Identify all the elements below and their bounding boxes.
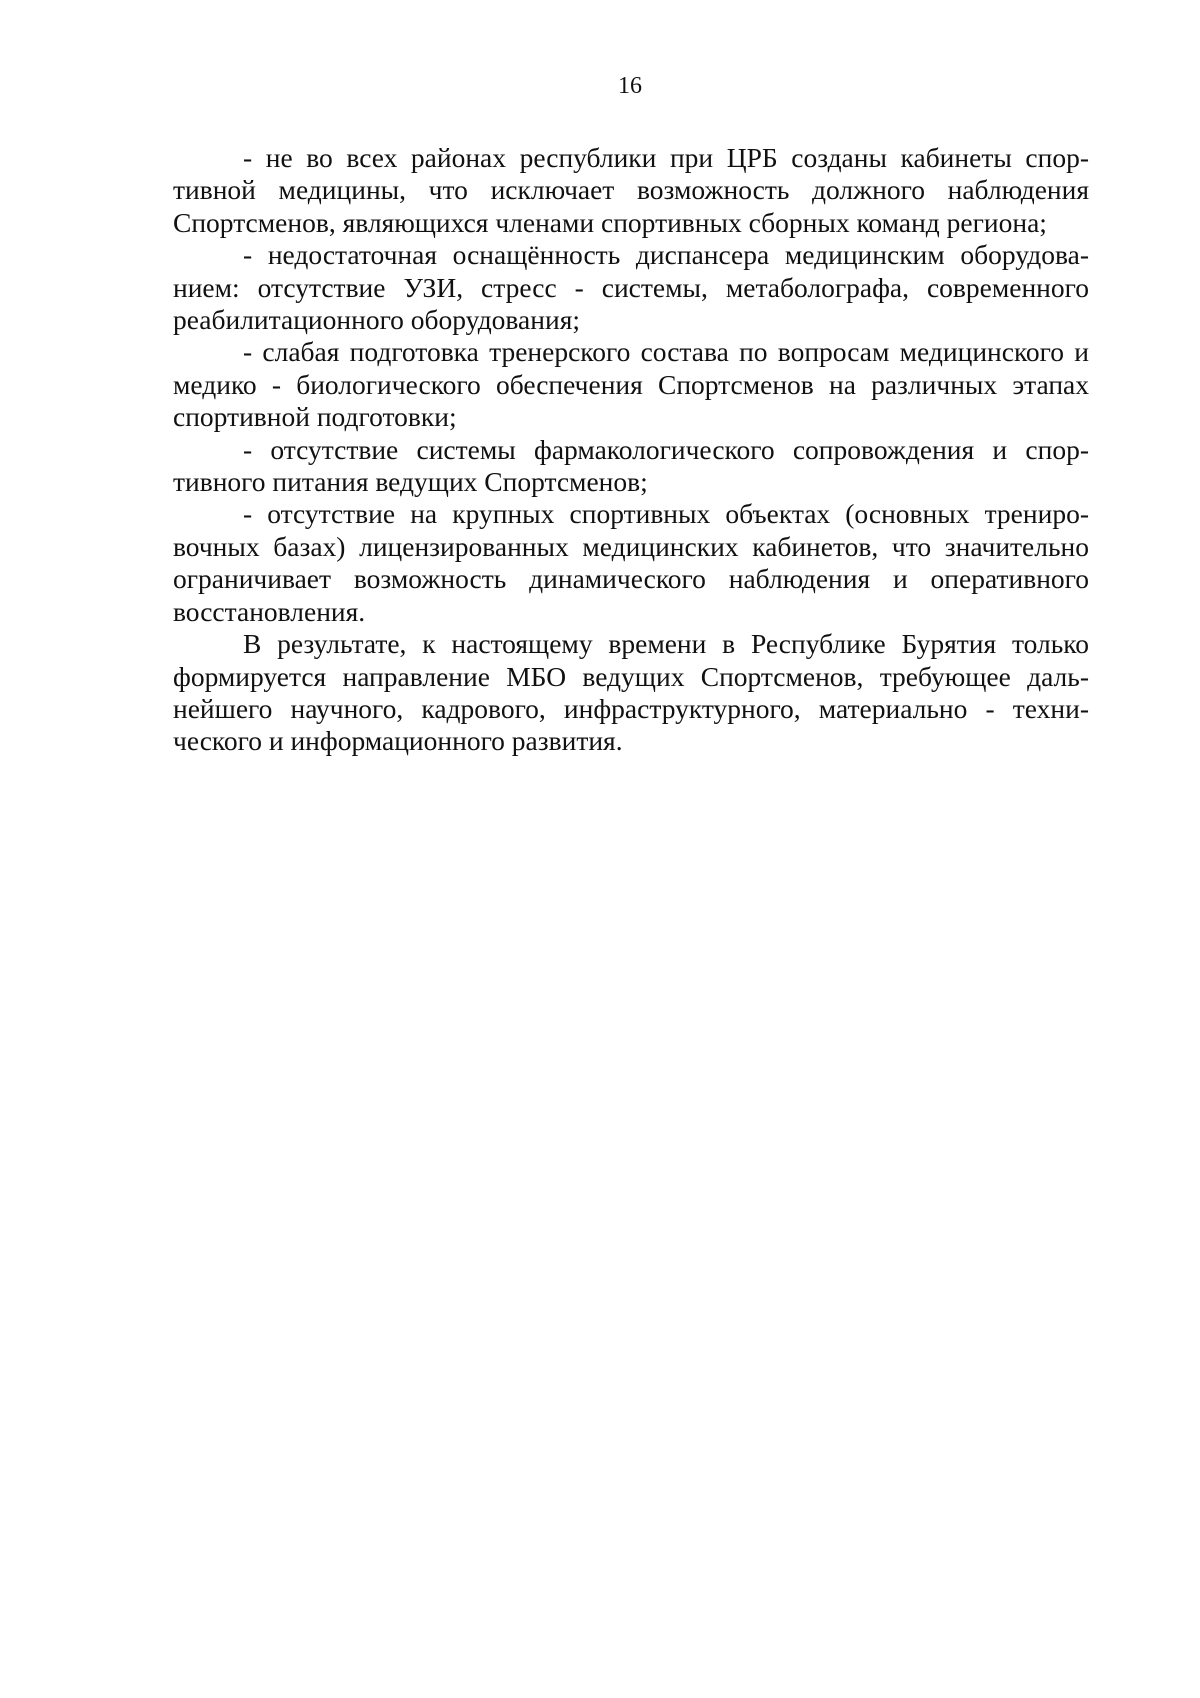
page-number: 16 [618,73,642,99]
paragraph-weak-coach-training: - слабая подготовка тренерского состава по вопросам медицинского и медико - биологического обеспечения Спортсменов на различных этапах спортивной подготовки; [173,336,1089,433]
paragraph-insufficient-equipment: - недостаточная оснащённость диспансера медицинским оборудованием: отсутствие УЗИ, стресс - системы, метаболографа, современного реабилитационного оборудования; [173,239,1089,336]
paragraph-no-licensed-medical-offices: - отсутствие на крупных спортивных объектах (основных тренировочных базах) лицензированных медицинских кабинетов, что значительно ограничивает возможность динамического наблюдения и оперативного восстановления. [173,498,1089,627]
paragraph-conclusion: В результате, к настоящему времени в Республике Бурятия только формируется направление МБО ведущих Спортсменов, требующее дальнейшего научного, кадрового, инфраструктурного, материально - технического и информационного развития. [173,628,1089,757]
document-body [173,142,1089,758]
paragraph-no-pharmacological-support: - отсутствие системы фармакологического сопровождения и спортивного питания ведущих Спортсменов; [173,433,1089,498]
paragraph-no-sports-medicine-offices: - не во всех районах республики при ЦРБ созданы кабинеты спортивной медицины, что исключает возможность должного наблюдения Спортсменов, являющихся членами спортивных сборных команд региона; [173,142,1089,238]
